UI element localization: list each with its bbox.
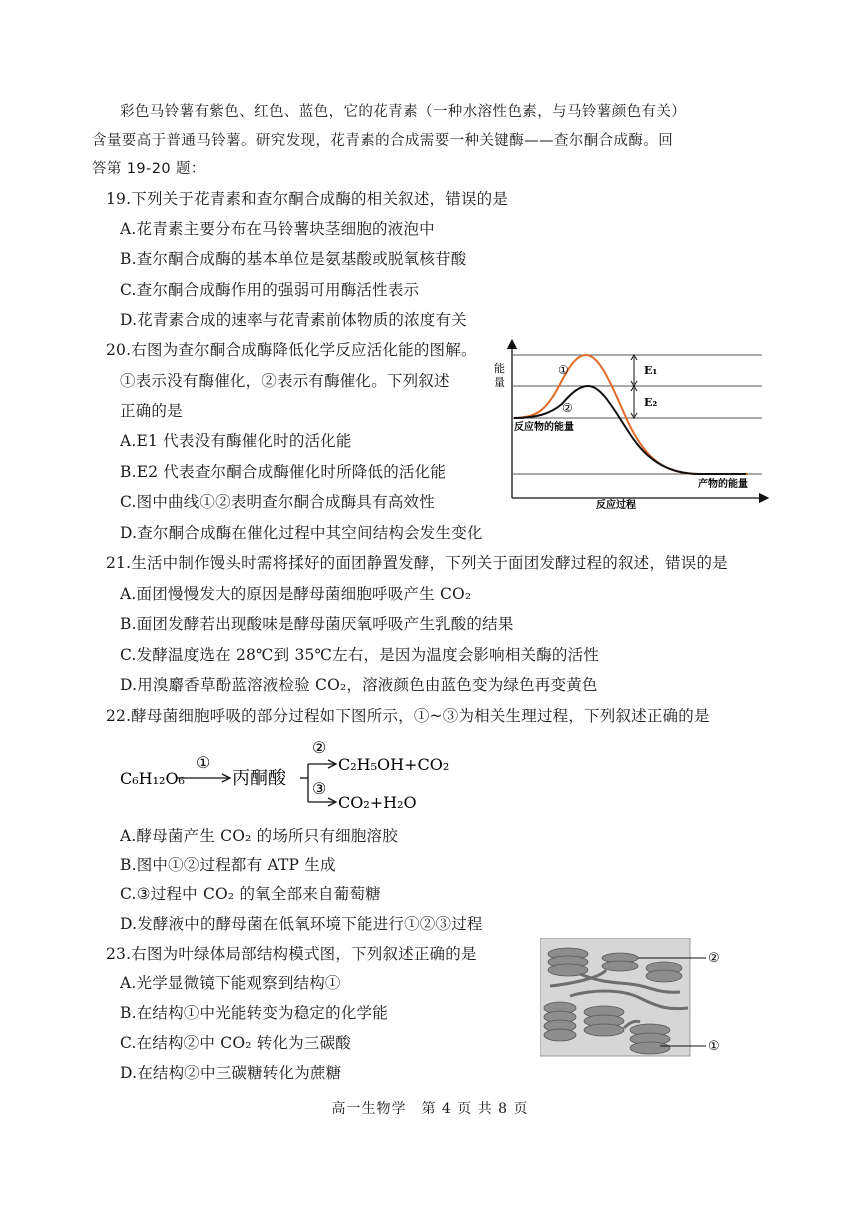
y-axis-label-1: 能	[494, 362, 505, 375]
question-20-stem-2: ①表示没有酶催化，②表示有酶催化。下列叙述	[120, 372, 450, 390]
curve-uncatalyzed	[514, 355, 748, 474]
question-21-stem: 21.生活中制作馒头时需将揉好的面团静置发酵，下列关于面团发酵过程的叙述，错误的是	[106, 554, 728, 572]
question-19-option-d: D.花青素合成的速率与花青素前体物质的浓度有关	[120, 311, 467, 329]
question-22-stem: 22.酵母菌细胞呼吸的部分过程如下图所示，①~③为相关生理过程，下列叙述正确的是	[106, 707, 710, 725]
page-footer: 高一生物学 第 4 页 共 8 页	[331, 1101, 529, 1117]
scheme-product-2: C₂H₅OH+CO₂	[338, 755, 450, 774]
question-23-option-d: D.在结构②中三碳糖转化为蔗糖	[120, 1064, 342, 1082]
question-23-option-b: B.在结构①中光能转变为稳定的化学能	[120, 1004, 388, 1022]
question-20-stem-1: 20.右图为查尔酮合成酶降低化学反应活化能的图解。	[106, 341, 477, 359]
question-22-option-b: B.图中①②过程都有 ATP 生成	[120, 856, 336, 874]
reactant-energy-label: 反应物的能量	[514, 422, 574, 433]
scheme-step-2: ②	[312, 738, 327, 757]
question-21-option-c: C.发酵温度选在 28℃到 35℃左右，是因为温度会影响相关酶的活性	[120, 646, 600, 664]
question-22-option-a: A.酵母菌产生 CO₂ 的场所只有细胞溶胶	[120, 827, 398, 845]
question-20-option-b: B.E2 代表查尔酮合成酶催化时所降低的活化能	[120, 463, 447, 481]
question-20-option-c: C.图中曲线①②表明查尔酮合成酶具有高效性	[120, 493, 435, 511]
scheme-step-3: ③	[312, 779, 327, 798]
curve-2-label: ②	[562, 401, 573, 415]
structure-1-label: ①	[708, 1039, 720, 1054]
scheme-product-3: CO₂+H₂O	[338, 793, 417, 812]
x-axis-label: 反应过程	[596, 500, 636, 510]
question-19-option-b: B.查尔酮合成酶的基本单位是氨基酸或脱氧核苷酸	[120, 250, 467, 268]
question-19-option-c: C.查尔酮合成酶作用的强弱可用酶活性表示	[120, 281, 420, 299]
curve-1-label: ①	[558, 363, 569, 377]
question-19-option-a: A.花青素主要分布在马铃薯块茎细胞的液泡中	[120, 220, 435, 238]
question-21-option-b: B.面团发酵若出现酸味是酵母菌厌氧呼吸产生乳酸的结果	[120, 615, 514, 633]
question-22-option-d: D.发酵液中的酵母菌在低氧环境下能进行①②③过程	[120, 915, 483, 933]
scheme-step-1: ①	[196, 753, 211, 772]
e1-label: E₁	[644, 364, 658, 377]
question-20-option-d: D.查尔酮合成酶在催化过程中其空间结构会发生变化	[120, 524, 483, 542]
question-20-stem-3: 正确的是	[120, 402, 183, 420]
e2-label: E₂	[644, 396, 658, 409]
question-19-stem: 19.下列关于花青素和查尔酮合成酶的相关叙述，错误的是	[106, 190, 509, 208]
question-23-stem: 23.右图为叶绿体局部结构模式图，下列叙述正确的是	[106, 945, 477, 963]
question-23-option-a: A.光学显微镜下能观察到结构①	[120, 974, 341, 992]
question-21-option-a: A.面团慢慢发大的原因是酵母菌细胞呼吸产生 CO₂	[120, 585, 472, 603]
y-axis-label-2: 量	[494, 376, 505, 389]
scheme-intermediate: 丙酮酸	[232, 768, 286, 789]
intro-line-3: 答第 19-20 题：	[92, 161, 206, 177]
chloroplast-structure-figure	[540, 938, 730, 1060]
product-energy-label: 产物的能量	[698, 479, 748, 490]
structure-2-label: ②	[708, 951, 720, 966]
question-22-option-c: C.③过程中 CO₂ 的氧全部来自葡萄糖	[120, 885, 381, 903]
activation-energy-diagram	[488, 338, 770, 510]
question-20-option-a: A.E1 代表没有酶催化时的活化能	[120, 432, 352, 450]
question-21-option-d: D.用溴麝香草酚蓝溶液检验 CO₂，溶液颜色由蓝色变为绿色再变黄色	[120, 676, 598, 694]
question-23-option-c: C.在结构②中 CO₂ 转化为三碳酸	[120, 1034, 351, 1052]
respiration-scheme	[118, 738, 478, 816]
scheme-substrate: C₆H₁₂O₆	[120, 769, 185, 788]
intro-line-1: 彩色马铃薯有紫色、红色、蓝色，它的花青素（一种水溶性色素，与马铃薯颜色有关）	[120, 104, 687, 120]
intro-line-2: 含量要高于普通马铃薯。研究发现，花青素的合成需要一种关键酶——查尔酮合成酶。回	[92, 133, 674, 149]
